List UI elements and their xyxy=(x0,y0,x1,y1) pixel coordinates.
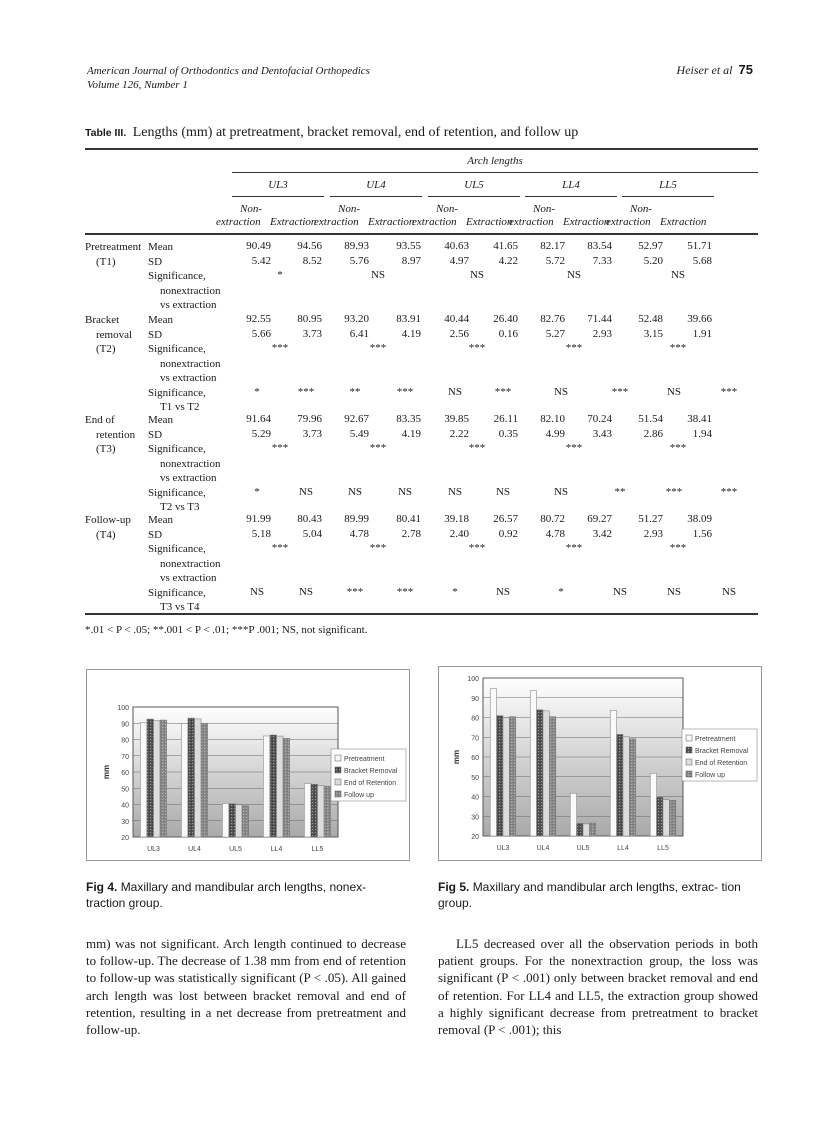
fig4-label: Fig 4. xyxy=(86,880,118,894)
sig-label: Significance, xyxy=(148,443,206,455)
sig-label: nonextraction xyxy=(160,557,221,570)
table-cell: 1.56 xyxy=(692,527,712,540)
sig-label: vs extraction xyxy=(160,472,217,484)
svg-text:UL3: UL3 xyxy=(496,845,510,852)
svg-text:100: 100 xyxy=(117,705,129,712)
svg-text:100: 100 xyxy=(467,676,479,683)
svg-text:80: 80 xyxy=(121,737,129,745)
svg-text:End of Retention: End of Retention xyxy=(344,780,397,787)
svg-text:70: 70 xyxy=(121,753,129,761)
table-cell: 8.52 xyxy=(302,254,322,267)
table-cell: 51.27 xyxy=(638,513,663,525)
significance-cell: *** xyxy=(468,342,486,354)
svg-text:UL4: UL4 xyxy=(188,846,201,853)
significance-cell: NS xyxy=(469,269,485,281)
table-cell: 83.54 xyxy=(587,240,612,252)
column-rule xyxy=(428,196,520,197)
column-rule xyxy=(232,196,324,197)
table-cell: 4.19 xyxy=(401,427,421,440)
table-cell: 4.97 xyxy=(449,254,469,267)
svg-text:LL4: LL4 xyxy=(617,845,629,852)
stat-label: SD xyxy=(148,255,163,268)
svg-text:mm: mm xyxy=(452,749,461,765)
svg-text:40: 40 xyxy=(121,802,129,810)
significance-cell: *** xyxy=(396,385,414,398)
subheader-ext: Extraction xyxy=(563,216,610,228)
significance-cell: *** xyxy=(494,385,512,398)
significance-cell: *** xyxy=(468,442,486,454)
table-cell: 41.65 xyxy=(493,240,518,252)
table-cell: 5.18 xyxy=(251,527,271,540)
table-cell: 38.09 xyxy=(687,513,712,525)
column-header-ll4: LL4 xyxy=(562,179,580,191)
body-column-left: mm) was not significant. Arch length continued to decrease to follow-up. The decrease of 1.38 mm from end of retention to follow-up was statistically significant (P < .05). All gained arch length was lost between bracket removal and end of retention, resulting in a net decrease from pretreatment and follow-up. xyxy=(86,936,406,1038)
table-cell: 82.10 xyxy=(540,413,565,425)
subheader-nonext-2: extraction xyxy=(412,216,457,228)
significance-cell: *** xyxy=(271,542,289,554)
period-label: Bracket xyxy=(85,314,120,326)
significance-cell: NS xyxy=(721,585,737,598)
header-bottom-rule xyxy=(85,233,758,235)
period-label: removal xyxy=(96,328,133,341)
significance-cell: * xyxy=(452,585,458,598)
table-cell: 3.42 xyxy=(592,527,612,540)
sig-label: vs extraction xyxy=(160,372,217,384)
svg-text:80: 80 xyxy=(471,715,479,723)
svg-text:UL5: UL5 xyxy=(229,846,242,853)
svg-text:Bracket Removal: Bracket Removal xyxy=(344,768,398,775)
author-label: Heiser et al xyxy=(676,63,733,77)
significance-cell: *** xyxy=(369,542,387,554)
subheader-nonext-2: extraction xyxy=(606,216,651,228)
table-cell: 6.41 xyxy=(349,327,369,340)
significance-cell: *** xyxy=(369,342,387,354)
significance-cell: * xyxy=(254,485,260,498)
column-rule xyxy=(525,196,617,197)
significance-cell: NS xyxy=(553,485,569,498)
svg-text:Follow up: Follow up xyxy=(344,792,374,799)
svg-text:Pretreatment: Pretreatment xyxy=(695,736,736,743)
table-cell: 5.29 xyxy=(251,427,271,440)
svg-text:90: 90 xyxy=(121,721,129,729)
table-bottom-rule xyxy=(85,613,758,615)
svg-text:LL5: LL5 xyxy=(657,845,669,852)
sig-label: Significance, xyxy=(148,270,206,282)
journal-volume: Volume 126, Number 1 xyxy=(87,79,188,91)
significance-cell: *** xyxy=(271,442,289,454)
journal-name: American Journal of Orthodontics and Dentofacial Orthopedics xyxy=(87,65,370,77)
table-cell: 69.27 xyxy=(587,513,612,525)
subheader-nonext-2: extraction xyxy=(314,216,359,228)
period-label: End of xyxy=(85,414,115,426)
sig-label: Significance, xyxy=(148,586,206,599)
significance-cell: NS xyxy=(298,585,314,598)
group-rule xyxy=(232,172,758,173)
table-cell: 3.73 xyxy=(302,327,322,340)
table-cell: 5.72 xyxy=(545,254,565,267)
running-header-page xyxy=(677,62,753,78)
significance-cell: *** xyxy=(468,542,486,554)
table-cell: 1.94 xyxy=(692,427,712,440)
table-cell: 70.24 xyxy=(587,413,612,425)
significance-cell: NS xyxy=(495,585,511,598)
significance-cell: *** xyxy=(669,342,687,354)
table-cell: 26.11 xyxy=(493,413,518,425)
sig-label: nonextraction xyxy=(160,357,221,370)
table-cell: 93.20 xyxy=(344,313,369,325)
column-header-ul4: UL4 xyxy=(366,179,386,191)
group-header: Arch lengths xyxy=(467,155,523,167)
table-cell: 80.95 xyxy=(297,313,322,325)
table-cell: 38.41 xyxy=(687,413,712,425)
significance-cell: *** xyxy=(565,442,583,454)
table-cell: 5.04 xyxy=(302,527,322,540)
table-cell: 3.43 xyxy=(592,427,612,440)
running-header-journal xyxy=(87,64,370,92)
table-cell: 7.33 xyxy=(592,254,612,267)
table-cell: 2.93 xyxy=(643,527,663,540)
svg-text:Follow up: Follow up xyxy=(695,772,725,779)
significance-cell: *** xyxy=(271,342,289,354)
table-cell: 26.40 xyxy=(493,313,518,325)
svg-text:40: 40 xyxy=(471,794,479,802)
subheader-ext: Extraction xyxy=(466,216,513,228)
sig-label: Significance, xyxy=(148,343,206,355)
chart-fig4 xyxy=(86,669,410,861)
sig-label: T1 vs T2 xyxy=(160,401,200,413)
table-cell: 5.66 xyxy=(251,327,271,340)
table-cell: 89.93 xyxy=(344,240,369,252)
table-cell: 92.55 xyxy=(246,313,271,325)
bar-chart-extraction xyxy=(439,667,761,860)
table-cell: 39.18 xyxy=(444,513,469,525)
table-cell: 83.91 xyxy=(396,313,421,325)
significance-cell: NS xyxy=(397,485,413,498)
significance-cell: NS xyxy=(298,485,314,498)
table-cell: 52.97 xyxy=(638,240,663,252)
period-label: retention xyxy=(96,428,136,441)
svg-text:20: 20 xyxy=(121,835,129,842)
table-cell: 8.97 xyxy=(401,254,421,267)
sig-label: vs extraction xyxy=(160,299,217,311)
table-cell: 94.56 xyxy=(297,240,322,252)
period-label: (T2) xyxy=(96,343,116,355)
table-cell: 5.20 xyxy=(643,254,663,267)
table-cell: 82.76 xyxy=(540,313,565,325)
table-cell: 71.44 xyxy=(587,313,612,325)
table-cell: 2.40 xyxy=(449,527,469,540)
table-cell: 2.78 xyxy=(401,527,421,540)
table-cell: 2.86 xyxy=(643,427,663,440)
sig-label: T3 vs T4 xyxy=(160,601,200,613)
subheader-nonext-2: extraction xyxy=(509,216,554,228)
table-cell: 4.22 xyxy=(498,254,518,267)
table-title xyxy=(85,125,578,141)
table-cell: 79.96 xyxy=(297,413,322,425)
table-cell: 52.48 xyxy=(638,313,663,325)
column-rule xyxy=(330,196,422,197)
significance-cell: *** xyxy=(720,385,738,398)
table-cell: 0.35 xyxy=(498,427,518,440)
table-cell: 91.99 xyxy=(246,513,271,525)
table-top-rule xyxy=(85,148,758,150)
significance-cell: NS xyxy=(249,585,265,598)
stat-label: SD xyxy=(148,428,163,441)
significance-cell: *** xyxy=(565,542,583,554)
significance-cell: *** xyxy=(297,385,315,398)
significance-cell: * xyxy=(254,385,260,398)
subheader-nonext-2: extraction xyxy=(216,216,261,228)
table-cell: 0.16 xyxy=(498,327,518,340)
table-cell: 5.76 xyxy=(349,254,369,267)
figure-caption-5 xyxy=(438,879,758,911)
subheader-nonext: Non- xyxy=(630,203,652,215)
subheader-ext: Extraction xyxy=(270,216,317,228)
svg-text:50: 50 xyxy=(471,774,479,782)
table-cell: 39.85 xyxy=(444,413,469,425)
table-cell: 2.93 xyxy=(592,327,612,340)
table-cell: 26.57 xyxy=(493,513,518,525)
sig-label: vs extraction xyxy=(160,572,217,584)
chart-fig5 xyxy=(438,666,762,861)
table-footnote: *.01 < P < .05; **.001 < P < .01; ***P .001; NS, not significant. xyxy=(85,624,368,636)
table-cell: 89.99 xyxy=(344,513,369,525)
svg-text:50: 50 xyxy=(121,786,129,794)
period-label: (T1) xyxy=(96,255,116,268)
column-header-ll5: LL5 xyxy=(659,179,677,191)
table-cell: 4.78 xyxy=(545,527,565,540)
body-column-right: LL5 decreased over all the observation periods in both patient groups. For the nonextraction group, the loss was significant (P < .001) only between bracket removal and end of retention. For LL4 and LL5, the extraction group showed a highly significant decrease from pretreatment to bracket removal (P < .001); this xyxy=(438,936,758,1038)
period-label: Follow-up xyxy=(85,514,131,526)
fig4-text: Maxillary and mandibular arch lengths, nonex- traction group. xyxy=(86,880,367,910)
significance-cell: NS xyxy=(553,385,569,398)
table-cell: 0.92 xyxy=(498,527,518,540)
table-cell: 93.55 xyxy=(396,240,421,252)
stat-label: SD xyxy=(148,528,163,541)
svg-text:60: 60 xyxy=(121,770,129,777)
significance-cell: * xyxy=(277,269,283,281)
table-cell: 5.68 xyxy=(692,254,712,267)
table-cell: 5.27 xyxy=(545,327,565,340)
table-cell: 5.49 xyxy=(349,427,369,440)
subheader-nonext: Non- xyxy=(338,203,360,215)
period-label: (T3) xyxy=(96,443,116,455)
stat-label: Mean xyxy=(148,241,174,253)
table-cell: 80.72 xyxy=(540,513,565,525)
svg-text:LL5: LL5 xyxy=(311,846,324,853)
table-label: Table III. xyxy=(85,127,127,139)
stat-label: Mean xyxy=(148,414,174,426)
significance-cell: *** xyxy=(369,442,387,454)
significance-cell: *** xyxy=(565,342,583,354)
sig-label: nonextraction xyxy=(160,457,221,470)
table-cell: 80.43 xyxy=(297,513,322,525)
stat-label: Mean xyxy=(148,314,174,326)
significance-cell: NS xyxy=(566,269,582,281)
significance-cell: *** xyxy=(611,385,629,398)
table-cell: 4.78 xyxy=(349,527,369,540)
table-cell: 51.71 xyxy=(687,240,712,252)
sig-label: Significance, xyxy=(148,543,206,555)
table-cell: 39.66 xyxy=(687,313,712,325)
significance-cell: *** xyxy=(720,485,738,498)
significance-cell: *** xyxy=(669,442,687,454)
table-cell: 80.41 xyxy=(396,513,421,525)
sig-label: T2 vs T3 xyxy=(160,501,200,513)
table-cell: 3.73 xyxy=(302,427,322,440)
significance-cell: * xyxy=(558,585,564,598)
svg-text:mm: mm xyxy=(102,764,111,780)
significance-cell: NS xyxy=(612,585,628,598)
table-cell: 51.54 xyxy=(638,413,663,425)
svg-text:20: 20 xyxy=(471,834,479,841)
svg-text:60: 60 xyxy=(471,755,479,762)
significance-cell: ** xyxy=(614,485,626,498)
significance-cell: *** xyxy=(396,585,414,598)
significance-cell: *** xyxy=(665,485,683,498)
significance-cell: NS xyxy=(447,385,463,398)
bar-chart-nonextraction xyxy=(87,670,409,860)
svg-text:UL4: UL4 xyxy=(536,845,550,852)
table-cell: 2.22 xyxy=(449,427,469,440)
table-cell: 2.56 xyxy=(449,327,469,340)
sig-label: Significance, xyxy=(148,486,206,499)
significance-cell: *** xyxy=(669,542,687,554)
significance-cell: NS xyxy=(666,585,682,598)
figure-caption-4 xyxy=(86,879,406,911)
svg-text:LL4: LL4 xyxy=(270,846,283,853)
significance-cell: NS xyxy=(670,269,686,281)
sig-label: nonextraction xyxy=(160,284,221,297)
svg-text:UL5: UL5 xyxy=(576,845,590,852)
significance-cell: NS xyxy=(370,269,386,281)
table-cell: 82.17 xyxy=(540,240,565,252)
fig5-label: Fig 5. xyxy=(438,880,470,894)
fig5-text: Maxillary and mandibular arch lengths, extrac- tion group. xyxy=(438,880,741,910)
svg-text:90: 90 xyxy=(471,695,479,703)
column-header-ul5: UL5 xyxy=(464,179,484,191)
table-cell: 91.64 xyxy=(246,413,271,425)
svg-text:70: 70 xyxy=(471,735,479,743)
significance-cell: *** xyxy=(346,585,364,598)
table-cell: 3.15 xyxy=(643,327,663,340)
table-cell: 90.49 xyxy=(246,240,271,252)
svg-text:Bracket Removal: Bracket Removal xyxy=(695,748,749,755)
column-rule xyxy=(622,196,714,197)
subheader-nonext: Non- xyxy=(533,203,555,215)
svg-text:UL3: UL3 xyxy=(147,846,160,853)
table-caption: Lengths (mm) at pretreatment, bracket removal, end of retention, and follow up xyxy=(132,125,579,140)
table-cell: 4.19 xyxy=(401,327,421,340)
significance-cell: NS xyxy=(666,385,682,398)
svg-text:Pretreatment: Pretreatment xyxy=(344,756,385,763)
table-cell: 40.44 xyxy=(444,313,469,325)
column-header-ul3: UL3 xyxy=(268,179,288,191)
significance-cell: NS xyxy=(347,485,363,498)
significance-cell: NS xyxy=(447,485,463,498)
subheader-nonext: Non- xyxy=(240,203,262,215)
table-cell: 83.35 xyxy=(396,413,421,425)
svg-text:30: 30 xyxy=(471,814,479,822)
sig-label: Significance, xyxy=(148,386,206,399)
page-number: 75 xyxy=(738,62,753,77)
table-cell: 4.99 xyxy=(545,427,565,440)
subheader-ext: Extraction xyxy=(660,216,707,228)
significance-cell: ** xyxy=(349,385,361,398)
table-cell: 92.67 xyxy=(344,413,369,425)
significance-cell: NS xyxy=(495,485,511,498)
table-cell: 5.42 xyxy=(251,254,271,267)
svg-text:End of Retention: End of Retention xyxy=(695,760,748,767)
period-label: Pretreatment xyxy=(85,241,142,253)
subheader-nonext: Non- xyxy=(436,203,458,215)
svg-text:30: 30 xyxy=(121,818,129,826)
period-label: (T4) xyxy=(96,528,116,541)
stat-label: Mean xyxy=(148,514,174,526)
subheader-ext: Extraction xyxy=(368,216,415,228)
stat-label: SD xyxy=(148,328,163,341)
table-cell: 40.63 xyxy=(444,240,469,252)
table-cell: 1.91 xyxy=(692,327,712,340)
